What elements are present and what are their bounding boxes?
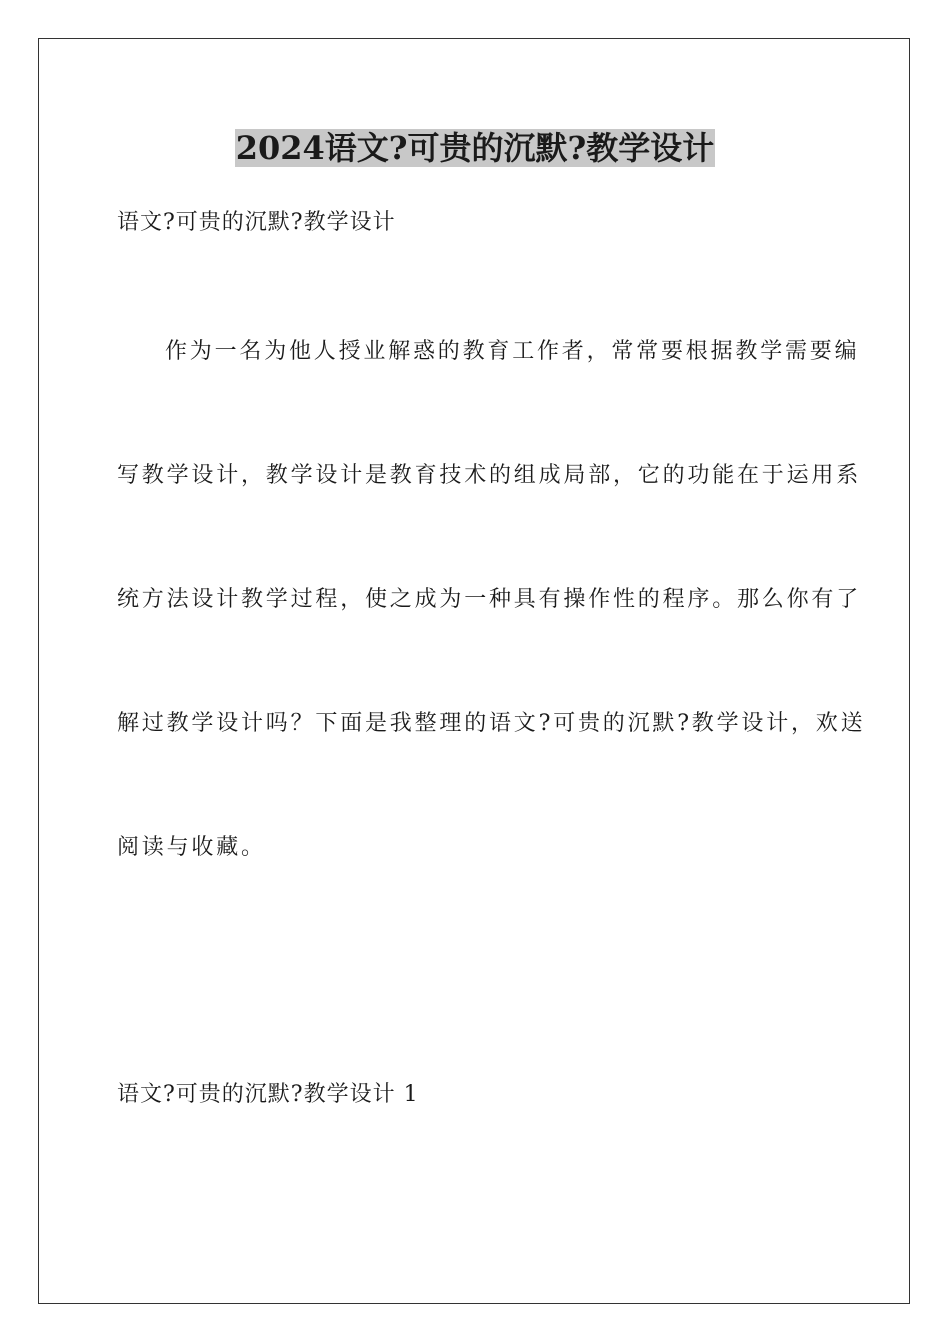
document-title	[0, 128, 950, 168]
document-subtitle: 语文?可贵的沉默?教学设计	[117, 210, 396, 235]
paragraph-line: 阅读与收藏。	[117, 835, 266, 860]
paragraph-line: 解过教学设计吗？下面是我整理的语文?可贵的沉默?教学设计，欢送	[117, 711, 866, 736]
paragraph-line: 作为一名为他人授业解惑的教育工作者，常常要根据教学需要编	[165, 339, 860, 364]
intro-paragraph	[117, 330, 866, 950]
section-heading: 语文?可贵的沉默?教学设计 1	[117, 1082, 419, 1107]
paragraph-line: 写教学设计，教学设计是教育技术的组成局部，它的功能在于运用系	[117, 463, 862, 488]
paragraph-line: 统方法设计教学过程，使之成为一种具有操作性的程序。那么你有了	[117, 587, 862, 612]
document-title-text: 2024语文?可贵的沉默?教学设计	[235, 129, 715, 167]
